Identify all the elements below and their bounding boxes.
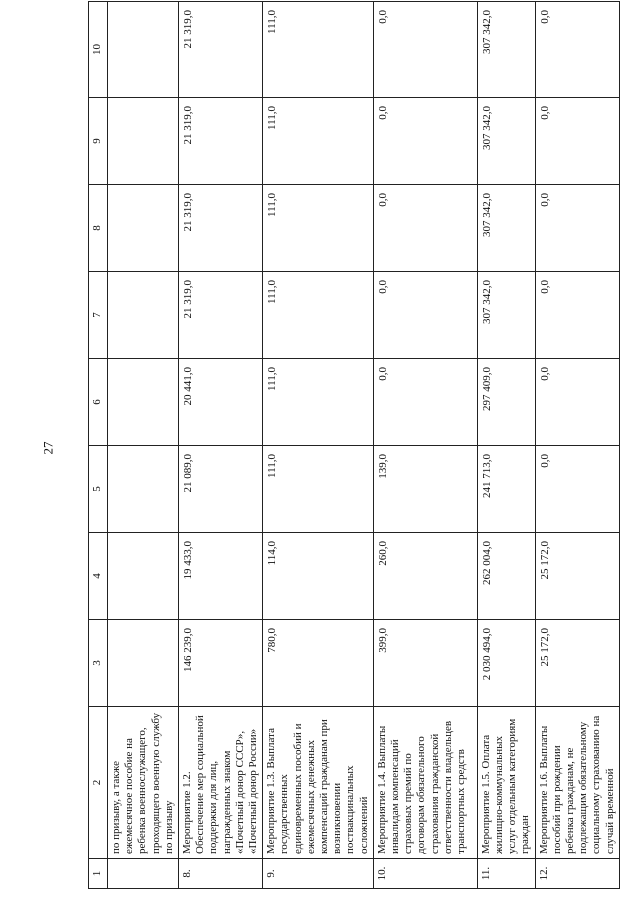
- row-description: Мероприятие 1.3. Выплата государственных единовременных пособий и ежемесячных денежных компенсаций гражданам при возникновении поствакцинальных осложнений: [263, 707, 374, 859]
- value-cell: 111,0: [263, 272, 374, 359]
- value-cell: 21 319,0: [179, 272, 263, 359]
- value-cell: 0,0: [535, 98, 619, 185]
- header-row: [89, 2, 108, 889]
- value-cell: 21 089,0: [179, 446, 263, 533]
- value-cell: [108, 2, 179, 98]
- value-cell: [108, 533, 179, 620]
- value-cell: 111,0: [263, 446, 374, 533]
- row-number: 10.: [373, 859, 477, 889]
- value-cell: 21 319,0: [179, 98, 263, 185]
- value-cell: 111,0: [263, 2, 374, 98]
- value-cell: 399,0: [373, 620, 477, 707]
- value-cell: 0,0: [535, 2, 619, 98]
- table-row: [373, 2, 477, 889]
- value-cell: 111,0: [263, 98, 374, 185]
- value-cell: [108, 620, 179, 707]
- value-cell: 0,0: [373, 98, 477, 185]
- header-cell: 1: [89, 859, 108, 889]
- value-cell: 307 342,0: [477, 98, 535, 185]
- value-cell: 21 319,0: [179, 2, 263, 98]
- row-description: Мероприятие 1.5. Оплата жилищно-коммунальных услуг отдельным категориям граждан: [477, 707, 535, 859]
- value-cell: 0,0: [535, 185, 619, 272]
- row-description: Мероприятие 1.2. Обеспечение мер социальной поддержки для лиц, награжденных знаком «Почетный донор СССР», «Почетный донор России»: [179, 707, 263, 859]
- row-description: по призыву, а также ежемесячное пособие на ребенка военнослужащего, проходящего военную службу по призыву: [108, 707, 179, 859]
- row-description: Мероприятие 1.6. Выплаты пособий при рождении ребенка гражданам, не подлежащим обязательному социальному страхованию на случай временной: [535, 707, 619, 859]
- table-row: [108, 2, 179, 889]
- row-number: 11.: [477, 859, 535, 889]
- value-cell: 19 433,0: [179, 533, 263, 620]
- table-row: [477, 2, 535, 889]
- page-number: 27: [40, 441, 56, 455]
- value-cell: 21 319,0: [179, 185, 263, 272]
- value-cell: 241 713,0: [477, 446, 535, 533]
- table-row: [263, 2, 374, 889]
- value-cell: 146 239,0: [179, 620, 263, 707]
- row-number: 9.: [263, 859, 374, 889]
- value-cell: 780,0: [263, 620, 374, 707]
- header-cell: 10: [89, 2, 108, 98]
- row-number: 8.: [179, 859, 263, 889]
- value-cell: 297 409,0: [477, 359, 535, 446]
- value-cell: [108, 272, 179, 359]
- header-cell: 9: [89, 98, 108, 185]
- value-cell: 307 342,0: [477, 272, 535, 359]
- value-cell: 0,0: [535, 359, 619, 446]
- header-cell: 8: [89, 185, 108, 272]
- table-row: [179, 2, 263, 889]
- value-cell: 111,0: [263, 185, 374, 272]
- value-cell: 0,0: [373, 2, 477, 98]
- value-cell: 307 342,0: [477, 2, 535, 98]
- row-number: 12.: [535, 859, 619, 889]
- header-cell: 6: [89, 359, 108, 446]
- header-cell: 2: [89, 707, 108, 859]
- value-cell: 0,0: [373, 272, 477, 359]
- value-cell: 260,0: [373, 533, 477, 620]
- header-cell: 5: [89, 446, 108, 533]
- value-cell: 139,0: [373, 446, 477, 533]
- budget-table: [88, 1, 620, 889]
- value-cell: 114,0: [263, 533, 374, 620]
- value-cell: 0,0: [373, 185, 477, 272]
- value-cell: 111,0: [263, 359, 374, 446]
- value-cell: [108, 98, 179, 185]
- value-cell: 25 172,0: [535, 533, 619, 620]
- row-number: [108, 859, 179, 889]
- value-cell: 0,0: [373, 359, 477, 446]
- value-cell: 0,0: [535, 272, 619, 359]
- value-cell: 25 172,0: [535, 620, 619, 707]
- rotated-table-container: [88, 10, 616, 889]
- value-cell: 307 342,0: [477, 185, 535, 272]
- header-cell: 7: [89, 272, 108, 359]
- header-cell: 3: [89, 620, 108, 707]
- table-row: [535, 2, 619, 889]
- value-cell: 2 030 494,0: [477, 620, 535, 707]
- header-cell: 4: [89, 533, 108, 620]
- value-cell: 20 441,0: [179, 359, 263, 446]
- value-cell: [108, 185, 179, 272]
- value-cell: 0,0: [535, 446, 619, 533]
- value-cell: [108, 446, 179, 533]
- value-cell: [108, 359, 179, 446]
- value-cell: 262 004,0: [477, 533, 535, 620]
- row-description: Мероприятие 1.4. Выплаты инвалидам компенсаций страховых премий по договорам обязательного страхования гражданской ответственности владельцев транспортных средств: [373, 707, 477, 859]
